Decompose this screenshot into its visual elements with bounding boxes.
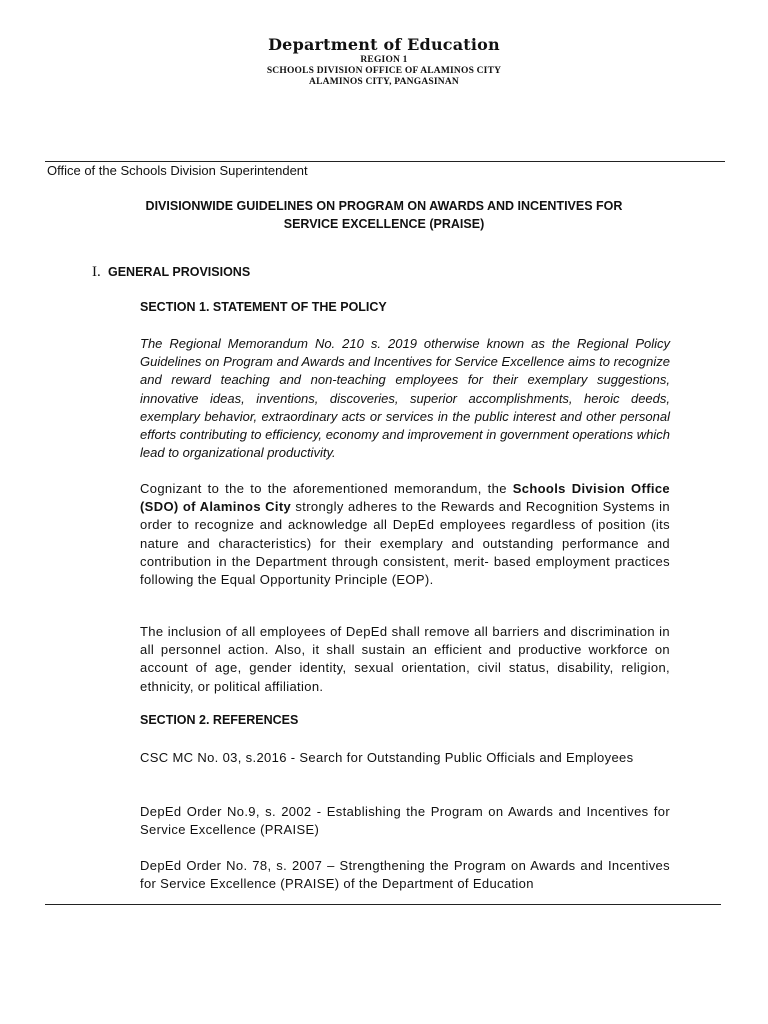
department-title: Department of Education (268, 35, 500, 54)
document-title (80, 197, 688, 233)
footer-divider (45, 904, 721, 905)
document-title-line-2: SERVICE EXCELLENCE (PRAISE) (283, 217, 485, 231)
letterhead (0, 35, 768, 88)
reference-item: DepEd Order No. 78, s. 2007 – Strengthening the Program on Awards and Incentives for Service Excellence (PRAISE) of the Department of Education (140, 858, 670, 892)
paragraph-2-rest: strongly adheres to the Rewards and Recognition Systems in order to recognize and acknowledge all DepEd employees regardless of position (its nature and characteristics) for their exemplary and outstanding performance and contribution in the Department through consistent, merit- based employment practices following the Equal Opportunity Principle (EOP). (140, 499, 670, 588)
section-1-paragraph-3: The inclusion of all employees of DepEd shall remove all barriers and discrimination in all personnel action. Also, it shall sustain an efficient and productive workforce on account of age, gender identity, sexual orientation, civil status, disability, religion, ethnicity, or political affiliation. (140, 624, 670, 694)
region-line: REGION 1 (360, 55, 408, 65)
section-2-heading: SECTION 2. REFERENCES (140, 713, 299, 727)
section-1-paragraph-1: The Regional Memorandum No. 210 s. 2019 otherwise known as the Regional Policy Guidelines on Program and Awards and Incentives for Service Excellence aims to recognize and reward teaching and non-teaching employees for their exemplary suggestions, innovative ideas, inventions, discoveries, superior accomplishments, heroic deeds, exemplary behavior, extraordinary acts or services in the public interest and other personal efforts contributing to efficiency, economy and improvement in government operations which lead to organizational productivity. (140, 336, 670, 461)
section-1-heading: SECTION 1. STATEMENT OF THE POLICY (140, 300, 387, 314)
part-heading: GENERAL PROVISIONS (108, 265, 251, 279)
document-title-line-1: DIVISIONWIDE GUIDELINES ON PROGRAM ON AWARDS AND INCENTIVES FOR (145, 199, 623, 213)
address-line: ALAMINOS CITY, PANGASINAN (309, 77, 459, 87)
header-divider (45, 161, 725, 162)
division-office-line: SCHOOLS DIVISION OFFICE OF ALAMINOS CITY (266, 66, 502, 76)
office-name: Office of the Schools Division Superintendent (47, 163, 308, 178)
paragraph-2-bold: Schools Division Office (SDO) of Alaminos City (140, 481, 670, 515)
part-numeral: I. (92, 264, 101, 280)
section-1-paragraph-2 (140, 480, 670, 589)
reference-item: DepEd Order No.9, s. 2002 - Establishing the Program on Awards and Incentives for Service Excellence (PRAISE) (140, 804, 670, 838)
reference-item: CSC MC No. 03, s.2016 - Search for Outstanding Public Officials and Employees (140, 750, 634, 765)
paragraph-2-lead: Cognizant to the to the aforementioned memorandum, the (140, 481, 513, 496)
